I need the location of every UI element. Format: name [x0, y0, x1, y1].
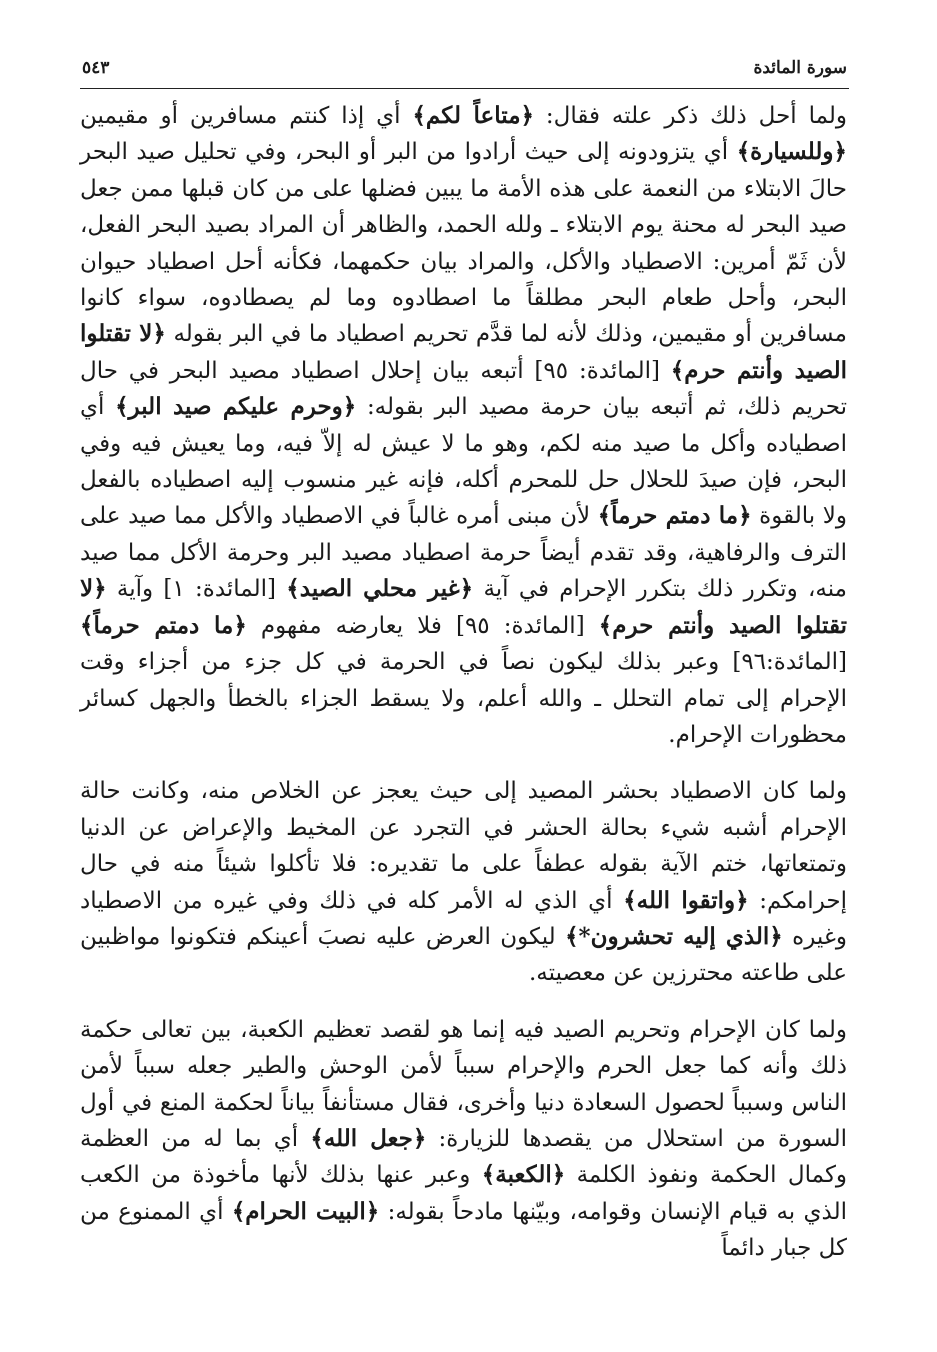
paragraph-1 — [80, 98, 847, 753]
quran-quote: ﴿وللسيارة﴾ — [736, 138, 847, 166]
quran-quote: ﴿وحرم عليكم صيد البر﴾ — [115, 393, 357, 421]
page-header — [80, 54, 849, 89]
quran-quote: ﴿ما دمتم حرماً﴾ — [80, 611, 247, 639]
page-number: ٥٤٣ — [82, 58, 110, 78]
quran-quote: ﴿ما دمتم حرماً﴾ — [597, 502, 752, 530]
quran-quote: ﴿لا تقتلوا الصيد وأنتم حرم﴾ — [80, 575, 847, 639]
paragraph-2 — [80, 773, 847, 991]
quran-quote: ﴿غير محلي الصيد﴾ — [286, 575, 474, 603]
quran-quote: ﴿الذي إليه تحشرون*﴾ — [565, 922, 783, 950]
text-run: أي بما له من العظمة وكمال الحكمة ونفوذ الكلمة — [80, 1125, 848, 1189]
quran-quote: ﴿واتقوا الله﴾ — [623, 886, 749, 914]
text-run: ولما كان الاصطياد بحشر المصيد إلى حيث يعجز عن الخلاص منه، وكانت حالة الإحرام أشبه شيء بحالة الحشر في التجرد عن المخيط والإعراض عن الدنيا وتمتعاتها، ختم الآية بقوله عطفاً على ما تقديره: فلا تأكلوا شيئاً منه في حال إحرامكم: — [80, 778, 847, 914]
paragraph-3 — [80, 1012, 847, 1267]
surah-title: سورة المائدة — [753, 58, 847, 78]
text-run: أي يتزودونه إلى حيث أرادوا من البر أو البحر، وفي تحليل صيد البحر حالَ الابتلاء من النعمة على هذه الأمة ما يبين فضلها على من كان قبلها ممن جعل صيد البحر له محنة يوم الابتلاء ـ ولله الحمد، والظاهر أن المراد بصيد البحر الفعل، لأن ثَمّ أمرين: الاصطياد والأكل، والمراد بيان حكمهما، فكأنه أحل اصطياد حيوان البحر، وأحل طعام البحر مطلقاً ما اصطادوه وما لم يصطادوه، سواء كانوا مسافرين أو مقيمين، وذلك لأنه لما قدَّم تحريم اصطياد ما في البر بقوله — [80, 139, 847, 348]
quran-quote: ﴿الكعبة﴾ — [481, 1161, 566, 1189]
text-run: [المائدة: ١] وآية — [106, 576, 287, 603]
text-run: [المائدة: ٩٥] أتبعه بيان إحلال اصطياد مصيد البحر في حال تحريم ذلك، ثم أتبعه بيان حرمة مصيد البر بقوله: — [80, 357, 848, 421]
text-run: وعبر عنها بذلك لأنها مأخوذة من الكعب الذي به قيام الإنسان وقوامه، وبيّنها مادحاً بقوله: — [80, 1162, 848, 1225]
text-run: ولما أحل ذلك ذكر علته فقال: — [534, 103, 847, 129]
text-run: أي إذا كنتم مسافرين أو مقيمين — [80, 103, 413, 129]
quran-quote: ﴿لا تقتلوا الصيد وأنتم حرم﴾ — [80, 320, 847, 384]
text-run: أي الذي له الأمر كله في ذلك وفي غيره من الاصطياد وغيره — [80, 887, 847, 950]
quran-quote: ﴿جعل الله﴾ — [310, 1124, 427, 1152]
text-run: ولما كان الإحرام وتحريم الصيد فيه إنما هو لقصد تعظيم الكعبة، بين تعالى حكمة ذلك وأنه كما جعل الحرم والإحرام سبباً لأمن الوحش والطير جعله سبباً لأمن الناس وسبباً لحصول السعادة دنيا وأخرى، فقال مستأنفاً بياناً لحكمة المنع في أول السورة من استحلال من يقصدها للزيارة: — [80, 1016, 847, 1152]
text-run: أي اصطياده وأكل ما صيد منه لكم، وهو ما لا عيش له إلاّ فيه، وما يعيش فيه وفي البحر، فإن صيدَ للحلال حل للمحرم أكله، فإنه غير منسوب إليه اصطياده بالفعل ولا بالقوة — [80, 394, 847, 530]
text-run: [المائدة: ٩٥] فلا يعارضه مفهوم — [246, 612, 599, 639]
page-body — [80, 98, 847, 1332]
text-run: لأن مبنى أمره غالباً في الاصطياد والأكل مما صيد على الترف والرفاهية، وقد تقدم أيضاً حرمة اصطياد مصيد البر وحرمة الأكل مما صيد منه، وتكرر ذلك بتكرر الإحرام في آية — [80, 503, 847, 603]
text-run: ليكون العرض عليه نصبَ أعينكم فتكونوا مواظبين على طاعته محترزين عن معصيته. — [80, 923, 847, 987]
text-run: أي الممنوع من كل جبار دائماً — [80, 1198, 847, 1262]
quran-quote: ﴿متاعاً لكم﴾ — [412, 102, 535, 129]
quran-quote: ﴿البيت الحرام﴾ — [231, 1197, 380, 1225]
text-run: [المائدة:٩٦] وعبر بذلك ليكون نصاً في الحرمة في كل جزء من أجزاء وقت الإحرام إلى تمام التحلل ـ والله أعلم، ولا يسقط الجزاء بالخطأ والجهل كسائر محظورات الإحرام. — [80, 649, 847, 748]
